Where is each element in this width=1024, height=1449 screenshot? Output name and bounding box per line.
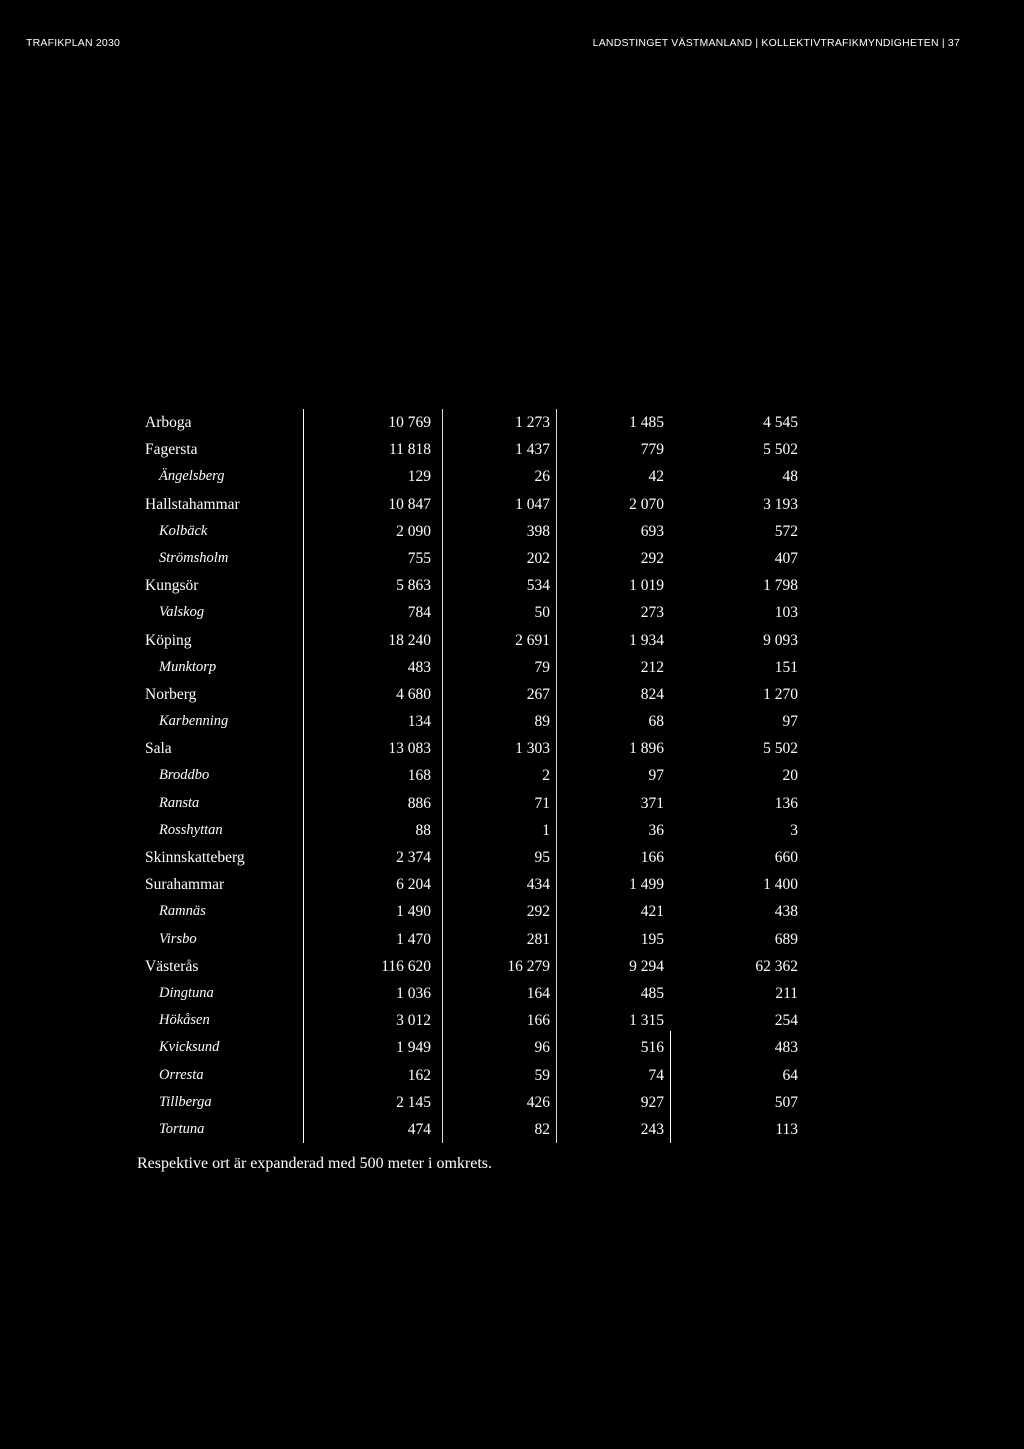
table-cell-c1: 10 769 bbox=[388, 414, 431, 431]
table-cell-c4: 689 bbox=[774, 930, 798, 948]
table-cell-c3: 516 bbox=[640, 1039, 664, 1057]
locality-name: Tillberga bbox=[159, 1093, 212, 1110]
population-table bbox=[0, 409, 1024, 1143]
table-cell-c2: 26 bbox=[534, 468, 550, 486]
locality-name: Karbenning bbox=[159, 713, 229, 730]
table-row bbox=[0, 953, 1024, 980]
table-cell-c4: 48 bbox=[782, 468, 798, 486]
table-cell-c4: 151 bbox=[774, 658, 798, 676]
table-cell-c1: 474 bbox=[407, 1120, 431, 1138]
table-row bbox=[0, 817, 1024, 844]
locality-name: Hökåsen bbox=[159, 1012, 210, 1029]
table-row bbox=[0, 491, 1024, 518]
table-cell-c1: 1 470 bbox=[396, 930, 431, 948]
table-cell-c2: 398 bbox=[526, 522, 550, 540]
table-cell-c4: 9 093 bbox=[763, 631, 798, 649]
table-cell-c2: 534 bbox=[526, 577, 550, 595]
table-cell-c4: 254 bbox=[774, 1012, 798, 1030]
table-row bbox=[0, 654, 1024, 681]
table-cell-c2: 426 bbox=[526, 1093, 550, 1111]
table-cell-c1: 116 620 bbox=[381, 957, 431, 975]
table-cell-c3: 1 485 bbox=[629, 414, 664, 431]
table-row bbox=[0, 463, 1024, 490]
table-cell-c3: 1 934 bbox=[629, 631, 664, 649]
table-row bbox=[0, 518, 1024, 545]
table-cell-c3: 97 bbox=[648, 767, 664, 785]
locality-name: Orresta bbox=[159, 1066, 204, 1083]
locality-name: Dingtuna bbox=[159, 984, 214, 1001]
table-cell-c2: 95 bbox=[534, 849, 550, 866]
table-cell-c3: 779 bbox=[640, 441, 664, 459]
table-cell-c2: 1 047 bbox=[515, 495, 550, 513]
locality-name: Kvicksund bbox=[159, 1039, 220, 1056]
table-cell-c3: 195 bbox=[640, 930, 664, 948]
table-cell-c1: 129 bbox=[407, 468, 431, 486]
table-cell-c2: 89 bbox=[534, 713, 550, 731]
table-cell-c2: 281 bbox=[526, 930, 550, 948]
table-cell-c2: 1 273 bbox=[515, 414, 550, 431]
table-row bbox=[0, 627, 1024, 654]
municipality-name: Skinnskatteberg bbox=[145, 849, 245, 866]
locality-name: Tortuna bbox=[159, 1120, 205, 1137]
table-cell-c1: 886 bbox=[407, 794, 431, 812]
municipality-name: Sala bbox=[145, 740, 172, 758]
table-cell-c2: 82 bbox=[534, 1120, 550, 1138]
locality-name: Rosshyttan bbox=[159, 821, 223, 838]
locality-name: Valskog bbox=[159, 604, 205, 621]
table-cell-c1: 1 949 bbox=[396, 1039, 431, 1057]
table-cell-c4: 62 362 bbox=[755, 957, 798, 975]
table-cell-c4: 5 502 bbox=[763, 740, 798, 758]
table-cell-c2: 79 bbox=[534, 658, 550, 676]
table-cell-c1: 4 680 bbox=[396, 685, 431, 703]
table-cell-c1: 168 bbox=[407, 767, 431, 785]
table-cell-c1: 6 204 bbox=[396, 876, 431, 894]
table-cell-c2: 59 bbox=[534, 1066, 550, 1084]
table-cell-c1: 18 240 bbox=[388, 631, 431, 649]
table-cell-c1: 134 bbox=[407, 713, 431, 731]
table-cell-c2: 164 bbox=[526, 984, 550, 1002]
municipality-name: Hallstahammar bbox=[145, 495, 240, 513]
table-cell-c1: 10 847 bbox=[388, 495, 431, 513]
municipality-name: Köping bbox=[145, 631, 192, 649]
table-row bbox=[0, 1089, 1024, 1116]
table-cell-c3: 273 bbox=[640, 604, 664, 622]
table-cell-c4: 1 798 bbox=[763, 577, 798, 595]
table-cell-c2: 50 bbox=[534, 604, 550, 622]
table-row bbox=[0, 898, 1024, 925]
locality-name: Strömsholm bbox=[159, 549, 229, 566]
table-cell-c1: 5 863 bbox=[396, 577, 431, 595]
table-row bbox=[0, 735, 1024, 762]
table-cell-c4: 507 bbox=[774, 1093, 798, 1111]
table-cell-c3: 1 896 bbox=[629, 740, 664, 758]
table-cell-c4: 211 bbox=[775, 984, 798, 1002]
municipality-name: Västerås bbox=[145, 957, 199, 975]
table-cell-c4: 136 bbox=[774, 794, 798, 812]
table-cell-c3: 9 294 bbox=[629, 957, 664, 975]
table-cell-c3: 292 bbox=[640, 549, 664, 567]
table-cell-c2: 16 279 bbox=[507, 957, 550, 975]
table-cell-c3: 927 bbox=[640, 1093, 664, 1111]
locality-name: Broddbo bbox=[159, 767, 210, 784]
table-row bbox=[0, 926, 1024, 953]
table-cell-c1: 1 036 bbox=[396, 984, 431, 1002]
table-cell-c3: 166 bbox=[640, 849, 664, 866]
table-cell-c4: 4 545 bbox=[763, 414, 798, 431]
table-row bbox=[0, 844, 1024, 871]
table-row bbox=[0, 1034, 1024, 1061]
table-cell-c1: 2 090 bbox=[396, 522, 431, 540]
table-cell-c1: 784 bbox=[407, 604, 431, 622]
table-cell-c4: 1 270 bbox=[763, 685, 798, 703]
table-cell-c1: 11 818 bbox=[388, 441, 431, 459]
table-footnote: Respektive ort är expanderad med 500 meter i omkrets. bbox=[137, 1155, 492, 1172]
municipality-name: Surahammar bbox=[145, 876, 225, 894]
municipality-name: Norberg bbox=[145, 685, 197, 703]
running-header-left: TRAFIKPLAN 2030 bbox=[26, 37, 121, 49]
table-cell-c4: 438 bbox=[774, 903, 798, 921]
table-cell-c3: 42 bbox=[648, 468, 664, 486]
running-header-right: LANDSTINGET VÄSTMANLAND | KOLLEKTIVTRAFIKMYNDIGHETEN | 37 bbox=[592, 37, 960, 49]
table-cell-c2: 202 bbox=[526, 549, 550, 567]
table-cell-c3: 693 bbox=[640, 522, 664, 540]
table-cell-c4: 20 bbox=[782, 767, 798, 785]
table-cell-c1: 13 083 bbox=[388, 740, 431, 758]
table-cell-c1: 2 374 bbox=[396, 849, 431, 866]
table-cell-c3: 824 bbox=[640, 685, 664, 703]
table-cell-c4: 660 bbox=[774, 849, 798, 866]
table-cell-c1: 162 bbox=[407, 1066, 431, 1084]
table-cell-c1: 88 bbox=[415, 821, 431, 839]
table-cell-c4: 572 bbox=[774, 522, 798, 540]
table-cell-c3: 1 315 bbox=[629, 1012, 664, 1030]
table-row bbox=[0, 871, 1024, 898]
table-cell-c2: 267 bbox=[526, 685, 550, 703]
table-cell-c3: 421 bbox=[640, 903, 664, 921]
table-cell-c1: 755 bbox=[407, 549, 431, 567]
table-cell-c4: 113 bbox=[775, 1120, 798, 1138]
locality-name: Virsbo bbox=[159, 930, 197, 947]
table-cell-c2: 434 bbox=[526, 876, 550, 894]
table-cell-c2: 1 437 bbox=[515, 441, 550, 459]
table-cell-c3: 2 070 bbox=[629, 495, 664, 513]
table-row bbox=[0, 681, 1024, 708]
table-cell-c1: 1 490 bbox=[396, 903, 431, 921]
table-cell-c3: 1 499 bbox=[629, 876, 664, 894]
municipality-name: Kungsör bbox=[145, 577, 199, 595]
table-cell-c2: 2 bbox=[542, 767, 550, 785]
table-cell-c2: 1 bbox=[542, 821, 550, 839]
table-cell-c4: 3 193 bbox=[763, 495, 798, 513]
table-cell-c1: 3 012 bbox=[396, 1012, 431, 1030]
table-cell-c1: 483 bbox=[407, 658, 431, 676]
table-cell-c3: 212 bbox=[640, 658, 664, 676]
table-cell-c3: 485 bbox=[640, 984, 664, 1002]
table-cell-c2: 1 303 bbox=[515, 740, 550, 758]
locality-name: Munktorp bbox=[159, 658, 217, 675]
table-cell-c4: 5 502 bbox=[763, 441, 798, 459]
table-cell-c3: 1 019 bbox=[629, 577, 664, 595]
table-row bbox=[0, 409, 1024, 436]
table-row bbox=[0, 1007, 1024, 1034]
table-row bbox=[0, 545, 1024, 572]
table-row bbox=[0, 599, 1024, 626]
table-cell-c4: 3 bbox=[790, 821, 798, 839]
table-row bbox=[0, 436, 1024, 463]
table-row bbox=[0, 708, 1024, 735]
table-cell-c2: 2 691 bbox=[515, 631, 550, 649]
locality-name: Ramnäs bbox=[159, 903, 206, 920]
table-cell-c2: 166 bbox=[526, 1012, 550, 1030]
table-cell-c3: 74 bbox=[648, 1066, 664, 1084]
table-cell-c4: 97 bbox=[782, 713, 798, 731]
table-cell-c4: 103 bbox=[774, 604, 798, 622]
locality-name: Kolbäck bbox=[159, 522, 208, 539]
table-row bbox=[0, 1116, 1024, 1143]
table-cell-c2: 96 bbox=[534, 1039, 550, 1057]
table-row bbox=[0, 1062, 1024, 1089]
locality-name: Ängelsberg bbox=[159, 468, 225, 485]
table-row bbox=[0, 790, 1024, 817]
table-cell-c4: 64 bbox=[782, 1066, 798, 1084]
table-cell-c4: 407 bbox=[774, 549, 798, 567]
table-cell-c4: 483 bbox=[774, 1039, 798, 1057]
locality-name: Ransta bbox=[159, 794, 200, 811]
table-row bbox=[0, 572, 1024, 599]
table-row bbox=[0, 980, 1024, 1007]
table-cell-c3: 371 bbox=[640, 794, 664, 812]
table-cell-c1: 2 145 bbox=[396, 1093, 431, 1111]
municipality-name: Arboga bbox=[145, 414, 192, 431]
table-cell-c2: 71 bbox=[534, 794, 550, 812]
table-cell-c2: 292 bbox=[526, 903, 550, 921]
municipality-name: Fagersta bbox=[145, 441, 198, 459]
table-row bbox=[0, 762, 1024, 789]
table-cell-c3: 243 bbox=[640, 1120, 664, 1138]
table-cell-c3: 36 bbox=[648, 821, 664, 839]
table-cell-c3: 68 bbox=[648, 713, 664, 731]
table-cell-c4: 1 400 bbox=[763, 876, 798, 894]
